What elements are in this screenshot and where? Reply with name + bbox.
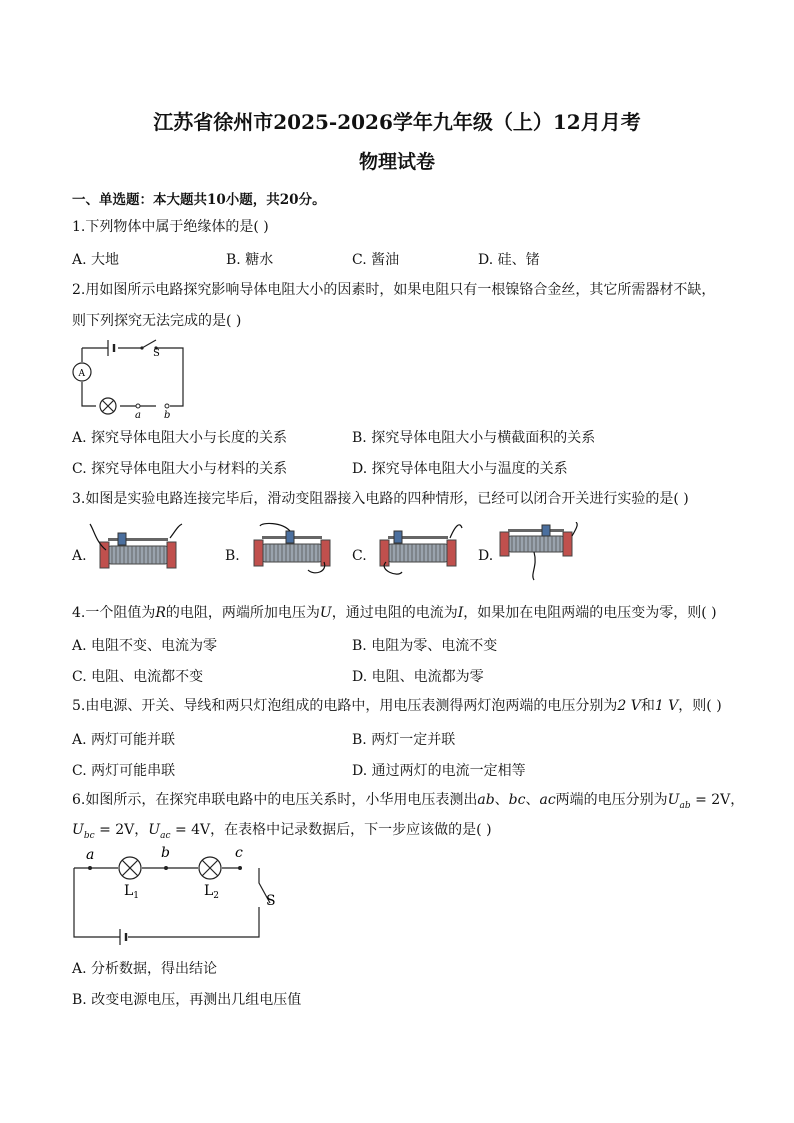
q5-option-c: C. 两灯可能串联 xyxy=(72,763,176,779)
question-5-stem: 5.由电源、开关、导线和两只灯泡组成的电路中，用电压表测得两灯泡两端的电压分别为2 V和1 V，则( ) xyxy=(72,698,722,714)
q1-option-d: D. 硅、锗 xyxy=(478,252,540,268)
point-b-label: b xyxy=(164,410,171,420)
q2-option-c: C. 探究导体电阻大小与材料的关系 xyxy=(72,461,288,477)
q4-option-c: C. 电阻、电流都不变 xyxy=(72,669,204,685)
switch-label: S xyxy=(266,893,276,909)
q2-option-a: A. 探究导体电阻大小与长度的关系 xyxy=(72,430,288,446)
q1-option-c: C. 酱油 xyxy=(352,252,400,268)
switch-label: S xyxy=(153,348,160,359)
q3-option-a-letter: A. xyxy=(72,548,87,564)
page-title: 江苏省徐州市2025-2026学年九年级（上）12月月考 xyxy=(153,110,641,134)
question-6-stem-line1: 6.如图所示，在探究串联电路中的电压关系时，小华用电压表测出ab、bc、ac两端的电压分别为$U_{ab} = 2V$， xyxy=(72,792,745,811)
point-a-label: a xyxy=(135,410,141,420)
q4-option-a: A. 电阻不变、电流为零 xyxy=(72,638,218,654)
page-subtitle: 物理试卷 xyxy=(358,151,435,173)
question-6-stem-line2: $U_{bc} = 2V$，$U_{ac} = 4V$，在表格中记录数据后，下一步应该做的是( ) xyxy=(72,822,492,841)
q5-option-d: D. 通过两灯的电流一定相等 xyxy=(352,763,526,779)
q6-circuit-diagram xyxy=(70,843,285,945)
point-a-label: a xyxy=(86,847,95,863)
rheostat-a-icon xyxy=(88,522,183,577)
q1-option-b: B. 糖水 xyxy=(226,252,274,268)
question-1-stem: 1.下列物体中属于绝缘体的是( ) xyxy=(72,219,269,235)
q3-option-c-letter: C. xyxy=(352,548,367,564)
q1-option-a: A. 大地 xyxy=(72,252,120,268)
q2-option-b: B. 探究导体电阻大小与横截面积的关系 xyxy=(352,430,596,446)
rheostat-b-icon xyxy=(242,520,337,580)
question-4-stem: 4.一个阻值为R的电阻，两端所加电压为U，通过电阻的电流为I，如果加在电阻两端的电压变为零，则( ) xyxy=(72,605,717,621)
q4-option-d: D. 电阻、电流都为零 xyxy=(352,669,484,685)
q5-option-a: A. 两灯可能并联 xyxy=(72,732,176,748)
section-heading: 一、单选题：本大题共10小题，共20分。 xyxy=(72,192,326,208)
rheostat-c-icon xyxy=(368,520,463,580)
q2-option-d: D. 探究导体电阻大小与温度的关系 xyxy=(352,461,568,477)
question-2-stem-line2: 则下列探究无法完成的是( ) xyxy=(72,313,242,329)
q5-option-b: B. 两灯一定并联 xyxy=(352,732,456,748)
question-3-stem: 3.如图是实验电路连接完毕后，滑动变阻器接入电路的四种情形，已经可以闭合开关进行实验的是( ) xyxy=(72,491,689,507)
question-2-stem-line1: 2.用如图所示电路探究影响导体电阻大小的因素时，如果电阻只有一根镍铬合金丝，其它所需器材不缺， xyxy=(72,282,716,298)
q3-option-d-letter: D. xyxy=(478,548,494,564)
point-c-label: c xyxy=(235,845,243,861)
ammeter-label: A xyxy=(78,369,85,379)
point-b-label: b xyxy=(161,845,170,861)
q6-option-a: A. 分析数据，得出结论 xyxy=(72,961,218,977)
q6-option-b: B. 改变电源电压，再测出几组电压值 xyxy=(72,992,302,1008)
rheostat-d-icon xyxy=(494,522,579,582)
lamp-l2-label: $L_2$ xyxy=(204,883,220,901)
q3-option-b-letter: B. xyxy=(225,548,240,564)
q2-circuit-diagram xyxy=(70,334,195,420)
lamp-l1-label: $L_1$ xyxy=(124,883,140,901)
q4-option-b: B. 电阻为零、电流不变 xyxy=(352,638,498,654)
